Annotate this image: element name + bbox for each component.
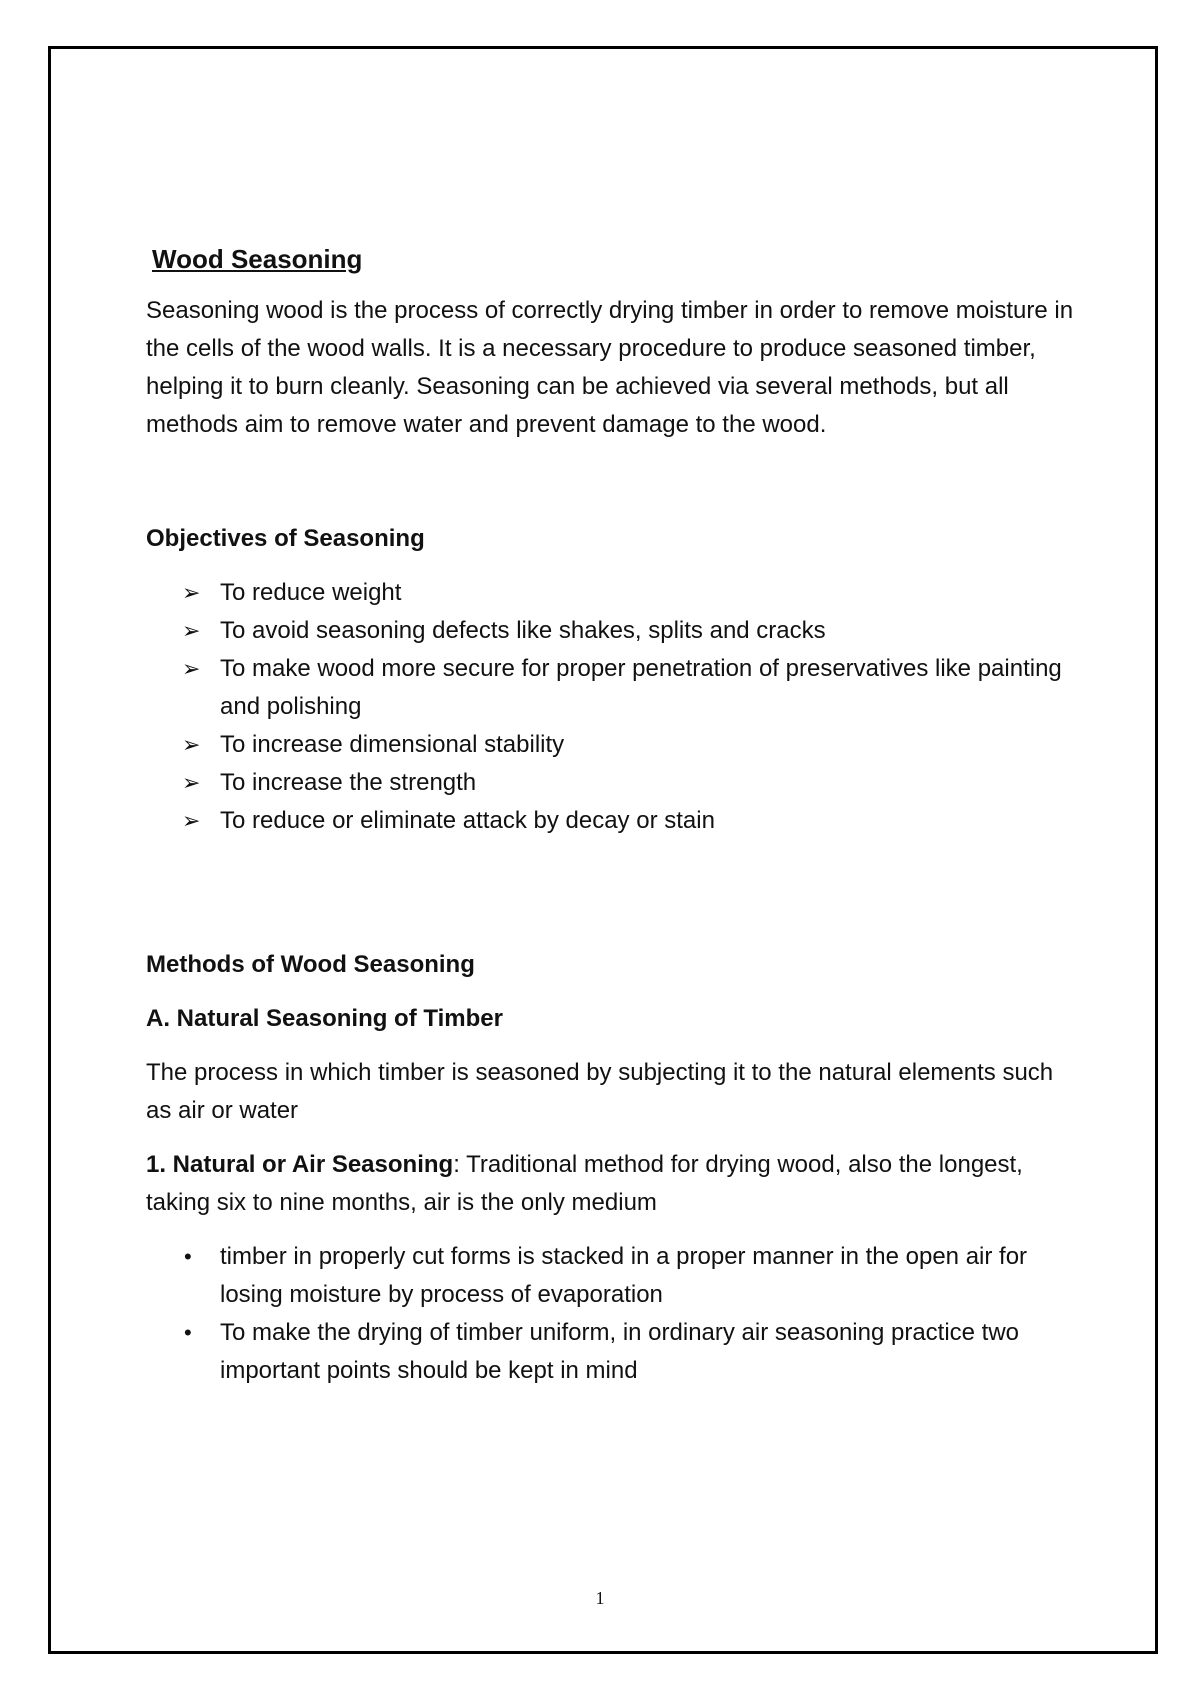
list-item	[146, 650, 1076, 726]
objective-text: To make wood more secure for proper penetration of preservatives like painting and polishing	[220, 655, 1062, 720]
list-item	[146, 574, 1076, 612]
methods-heading: Methods of Wood Seasoning	[146, 951, 475, 978]
arrowhead-icon: ➢	[182, 656, 201, 681]
list-item	[146, 764, 1076, 802]
arrowhead-icon: ➢	[182, 808, 201, 833]
bullet-dot-icon: •	[184, 1244, 192, 1269]
list-item	[146, 612, 1076, 650]
list-item	[146, 1238, 1076, 1314]
intro-paragraph: Seasoning wood is the process of correctly drying timber in order to remove moisture in the cells of the wood walls. It is a necessary procedure to produce seasoned timber, helping it to burn cleanly. Seasoning can be achieved via several methods, but all methods aim to remove water and prevent damage to the wood.	[146, 297, 1074, 438]
air-seasoning-text: : Traditional method for drying wood, also the longest, taking six to nine months, air is the only medium	[146, 1151, 1023, 1216]
list-item	[146, 1314, 1076, 1390]
document-title: Wood Seasoning	[152, 244, 363, 274]
objective-text: To increase dimensional stability	[220, 731, 565, 758]
list-item	[146, 802, 1076, 840]
point-text: timber in properly cut forms is stacked in a proper manner in the open air for losing moisture by process of evaporation	[220, 1243, 1028, 1308]
list-item	[146, 726, 1076, 764]
air-seasoning-points	[146, 1238, 1076, 1390]
arrowhead-icon: ➢	[182, 618, 201, 643]
page-number: 1	[595, 1588, 605, 1608]
objectives-list	[146, 574, 1076, 840]
arrowhead-icon: ➢	[182, 770, 201, 795]
document-body	[146, 240, 1076, 1390]
objectives-heading: Objectives of Seasoning	[146, 525, 425, 552]
natural-seasoning-heading: A. Natural Seasoning of Timber	[146, 1005, 503, 1032]
arrowhead-icon: ➢	[182, 732, 201, 757]
point-text: To make the drying of timber uniform, in ordinary air seasoning practice two important points should be kept in mind	[220, 1319, 1020, 1384]
arrowhead-icon: ➢	[182, 580, 201, 605]
objective-text: To reduce weight	[220, 579, 402, 606]
air-seasoning-label: 1. Natural or Air Seasoning	[146, 1151, 454, 1178]
objective-text: To reduce or eliminate attack by decay or stain	[220, 807, 715, 834]
bullet-dot-icon: •	[184, 1320, 192, 1345]
objective-text: To increase the strength	[220, 769, 477, 796]
objective-text: To avoid seasoning defects like shakes, splits and cracks	[220, 617, 826, 644]
natural-seasoning-paragraph: The process in which timber is seasoned by subjecting it to the natural elements such as air or water	[146, 1059, 1054, 1124]
air-seasoning-paragraph	[146, 1146, 1076, 1222]
